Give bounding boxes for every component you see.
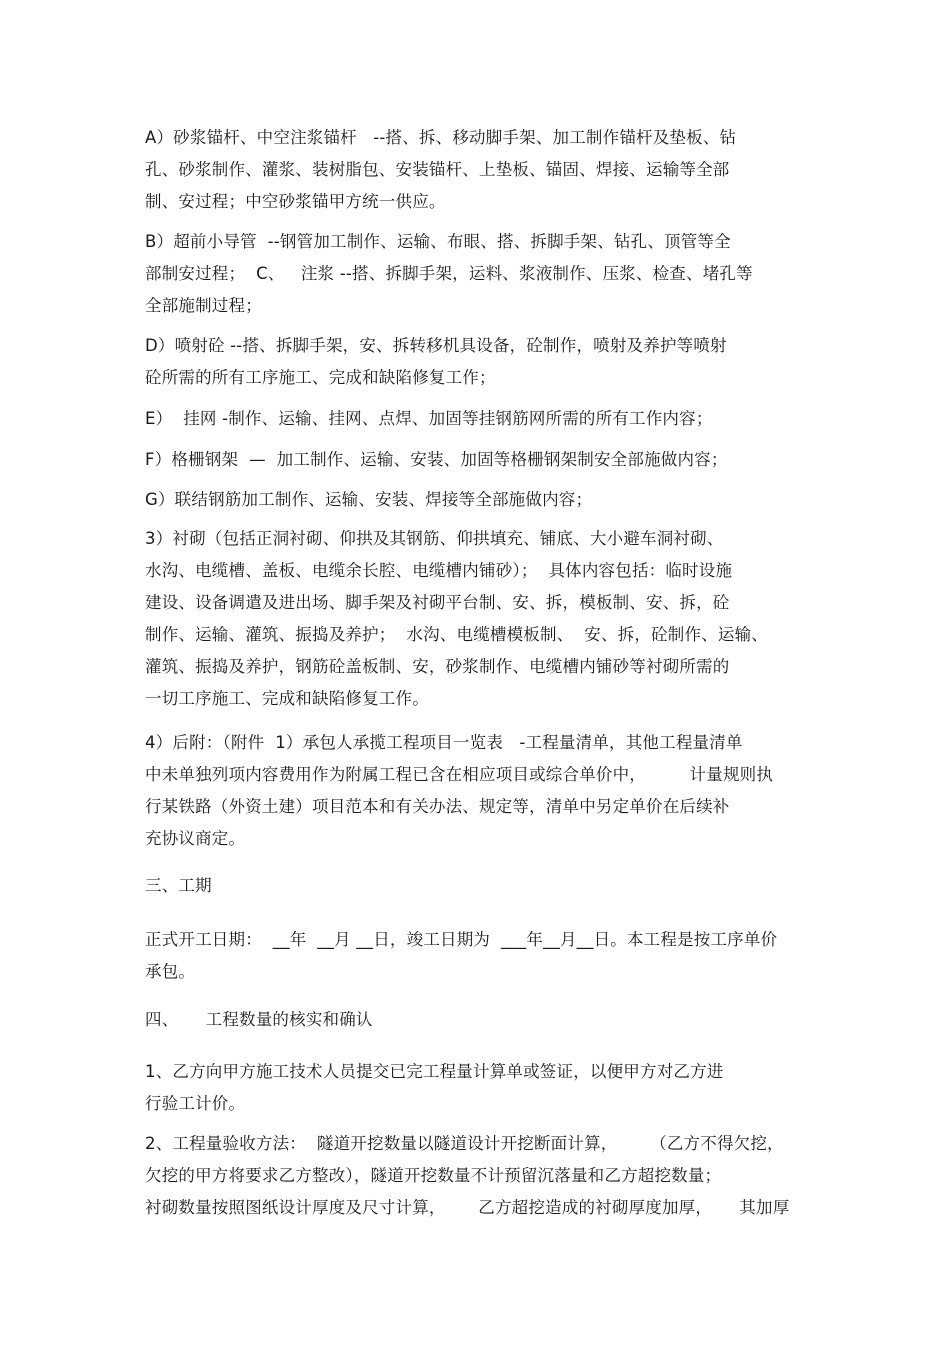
text-line: 4）后附：（附件 1）承包人承揽工程项目一览表 -工程量清单，其他工程量清单 <box>145 733 743 752</box>
schedule-paragraph <box>145 924 825 988</box>
section-heading-3 <box>145 870 825 902</box>
text-line: D）喷射砼 --搭、拆脚手架，安、拆转移机具设备，砼制作，喷射及养护等喷射 <box>145 336 727 355</box>
text-line: 砼所需的所有工序施工、完成和缺陷修复工作； <box>145 368 496 387</box>
text-line: B）超前小导管 --钢管加工制作、运输、布眼、搭、拆脚手架、钻孔、顶管等全 <box>145 232 731 251</box>
item-3-paragraph <box>145 523 825 715</box>
text-line: G）联结钢筋加工制作、运输、安装、焊接等全部施做内容； <box>145 490 593 509</box>
text-line: F）格栅钢架 — 加工制作、运输、安装、加固等格栅钢架制安全部施做内容； <box>145 450 728 469</box>
verify-1-paragraph <box>145 1056 825 1120</box>
item-b-paragraph <box>145 226 825 322</box>
text-line: 全部施制过程； <box>145 296 262 315</box>
text-line: 部制安过程； C、 注浆 --搭、拆脚手架，运料、浆液制作、压浆、检查、堵孔等 <box>145 264 753 283</box>
text-line: 制作、运输、灌筑、振捣及养护； 水沟、电缆槽模板制、 安、拆，砼制作、运输、 <box>145 625 768 644</box>
text-line: 行验工计价。 <box>145 1094 246 1113</box>
text-line: 制、安过程；中空砂浆锚甲方统一供应。 <box>145 192 446 211</box>
item-f-paragraph <box>145 444 825 476</box>
text-line: 行某铁路（外资土建）项目范本和有关办法、规定等，清单中另定单价在后续补 <box>145 797 730 816</box>
text-line: 承包。 <box>145 962 196 981</box>
text-line: 孔、砂浆制作、灌浆、装树脂包、安装锚杆、上垫板、锚固、焊接、运输等全部 <box>145 160 730 179</box>
text-line: 四、 工程数量的核实和确认 <box>145 1010 373 1029</box>
text-line: 3）衬砌（包括正洞衬砌、仰拱及其钢筋、仰拱填充、铺底、大小避车洞衬砌、 <box>145 529 724 548</box>
item-e-paragraph <box>145 403 825 435</box>
verify-2-paragraph <box>145 1128 825 1224</box>
text-line: 三、工期 <box>145 876 212 895</box>
item-a-paragraph <box>145 122 825 218</box>
text-line: 水沟、电缆槽、盖板、电缆余长腔、电缆槽内铺砂）； 具体内容包括：临时设施 <box>145 561 733 580</box>
text-line: 2、工程量验收方法： 隧道开挖数量以隧道设计开挖断面计算， （乙方不得欠挖， <box>145 1134 784 1153</box>
text-line: 灌筑、振捣及养护，钢筋砼盖板制、安，砂浆制作、电缆槽内铺砂等衬砌所需的 <box>145 657 730 676</box>
text-line: 一切工序施工、完成和缺陷修复工作。 <box>145 689 429 708</box>
item-d-paragraph <box>145 330 825 394</box>
item-g-paragraph <box>145 484 825 516</box>
text-line: E） 挂网 -制作、运输、挂网、点焊、加固等挂钢筋网所需的所有工作内容； <box>145 409 713 428</box>
item-4-paragraph <box>145 727 825 855</box>
section-heading-4 <box>145 1004 825 1036</box>
text-line: 充协议商定。 <box>145 829 246 848</box>
text-line: 中未单独列项内容费用作为附属工程已含在相应项目或综合单价中， 计量规则执 <box>145 765 774 784</box>
text-line: 欠挖的甲方将要求乙方整改），隧道开挖数量不计预留沉落量和乙方超挖数量； <box>145 1166 722 1185</box>
text-line: 衬砌数量按照图纸设计厚度及尺寸计算， 乙方超挖造成的衬砌厚度加厚， 其加厚 <box>145 1198 790 1217</box>
text-line: A）砂浆锚杆、中空注浆锚杆 --搭、拆、移动脚手架、加工制作锚杆及垫板、钻 <box>145 128 737 147</box>
text-line: 正式开工日期： __年 __月 __日，竣工日期为 ___年__月__日。本工程是按工序单价 <box>145 930 778 949</box>
text-line: 建设、设备调遣及进出场、脚手架及衬砌平台制、安、拆，模板制、安、拆，砼 <box>145 593 730 612</box>
text-line: 1、乙方向甲方施工技术人员提交已完工程量计算单或签证，以便甲方对乙方进 <box>145 1062 724 1081</box>
